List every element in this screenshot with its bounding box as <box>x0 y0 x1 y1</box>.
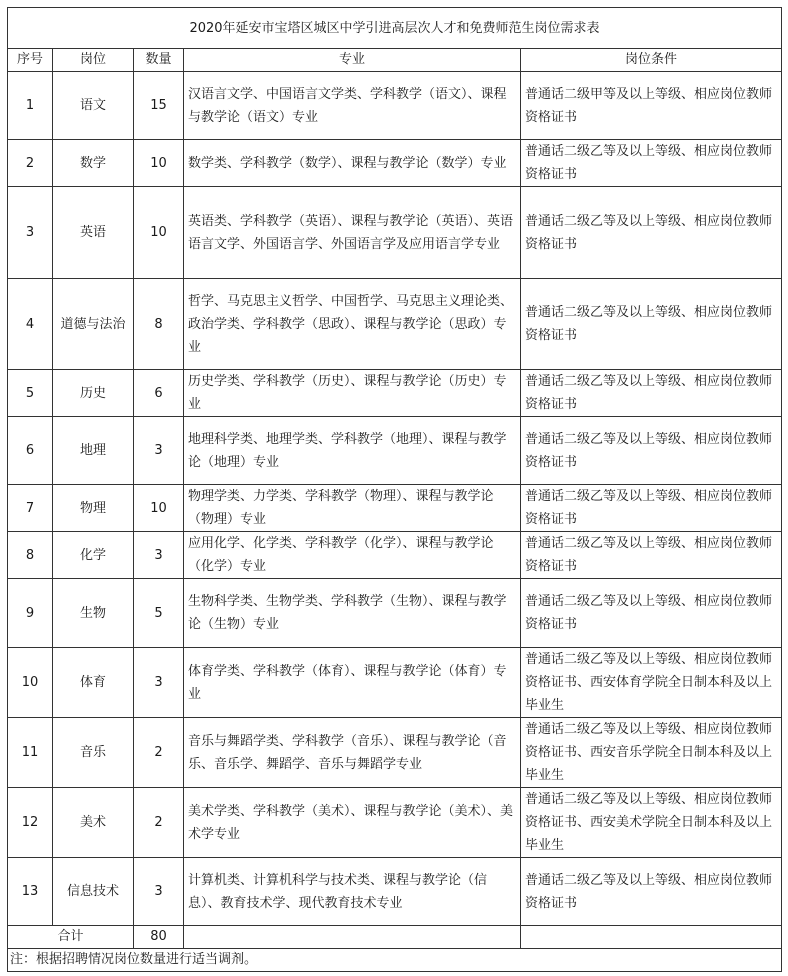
row-no: 9 <box>8 579 53 648</box>
table-row <box>8 417 782 485</box>
row-count: 10 <box>134 485 184 532</box>
row-condition: 普通话二级乙等及以上等级、相应岗位教师资格证书 <box>521 485 782 532</box>
recruitment-table <box>7 7 782 972</box>
table-title: 2020年延安市宝塔区城区中学引进高层次人才和免费师范生岗位需求表 <box>8 8 782 49</box>
row-post: 美术 <box>53 788 134 858</box>
row-count: 3 <box>134 532 184 579</box>
table-row <box>8 532 782 579</box>
row-condition: 普通话二级乙等及以上等级、相应岗位教师资格证书 <box>521 279 782 370</box>
total-label: 合计 <box>8 926 134 949</box>
row-count: 15 <box>134 72 184 140</box>
row-post: 地理 <box>53 417 134 485</box>
total-major-empty <box>184 926 521 949</box>
recruitment-table-sheet <box>7 7 781 972</box>
row-condition: 普通话二级甲等及以上等级、相应岗位教师资格证书 <box>521 72 782 140</box>
row-no: 8 <box>8 532 53 579</box>
row-no: 11 <box>8 718 53 788</box>
header-major: 专业 <box>184 49 521 72</box>
row-major: 应用化学、化学类、学科教学（化学）、课程与教学论（化学）专业 <box>184 532 521 579</box>
header-no: 序号 <box>8 49 53 72</box>
row-major: 英语类、学科教学（英语）、课程与教学论（英语）、英语语言文学、外国语言学、外国语言学及应用语言学专业 <box>184 187 521 279</box>
total-row <box>8 926 782 949</box>
row-major: 体育学类、学科教学（体育）、课程与教学论（体育）专业 <box>184 648 521 718</box>
table-row <box>8 858 782 926</box>
row-major: 物理学类、力学类、学科教学（物理）、课程与教学论（物理）专业 <box>184 485 521 532</box>
table-row <box>8 370 782 417</box>
table-row <box>8 485 782 532</box>
row-major: 计算机类、计算机科学与技术类、课程与教学论（信息）、教育技术学、现代教育技术专业 <box>184 858 521 926</box>
row-major: 美术学类、学科教学（美术）、课程与教学论（美术）、美术学专业 <box>184 788 521 858</box>
row-condition: 普通话二级乙等及以上等级、相应岗位教师资格证书 <box>521 579 782 648</box>
table-row <box>8 279 782 370</box>
row-count: 5 <box>134 579 184 648</box>
table-row <box>8 648 782 718</box>
total-condition-empty <box>521 926 782 949</box>
row-condition: 普通话二级乙等及以上等级、相应岗位教师资格证书、西安体育学院全日制本科及以上毕业生 <box>521 648 782 718</box>
row-post: 数学 <box>53 140 134 187</box>
row-count: 3 <box>134 858 184 926</box>
table-row <box>8 718 782 788</box>
row-major: 音乐与舞蹈学类、学科教学（音乐）、课程与教学论（音乐、音乐学、舞蹈学、音乐与舞蹈学专业 <box>184 718 521 788</box>
row-major: 历史学类、学科教学（历史）、课程与教学论（历史）专业 <box>184 370 521 417</box>
header-condition: 岗位条件 <box>521 49 782 72</box>
table-row <box>8 579 782 648</box>
row-major: 数学类、学科教学（数学）、课程与教学论（数学）专业 <box>184 140 521 187</box>
row-condition: 普通话二级乙等及以上等级、相应岗位教师资格证书、西安音乐学院全日制本科及以上毕业生 <box>521 718 782 788</box>
table-row <box>8 187 782 279</box>
row-count: 10 <box>134 140 184 187</box>
row-post: 生物 <box>53 579 134 648</box>
row-no: 6 <box>8 417 53 485</box>
row-post: 体育 <box>53 648 134 718</box>
row-no: 13 <box>8 858 53 926</box>
row-no: 12 <box>8 788 53 858</box>
table-note: 注：根据招聘情况岗位数量进行适当调剂。 <box>8 949 782 972</box>
row-condition: 普通话二级乙等及以上等级、相应岗位教师资格证书 <box>521 532 782 579</box>
row-post: 物理 <box>53 485 134 532</box>
row-count: 10 <box>134 187 184 279</box>
row-post: 语文 <box>53 72 134 140</box>
row-condition: 普通话二级乙等及以上等级、相应岗位教师资格证书 <box>521 417 782 485</box>
row-major: 地理科学类、地理学类、学科教学（地理）、课程与教学论（地理）专业 <box>184 417 521 485</box>
row-count: 2 <box>134 788 184 858</box>
row-post: 历史 <box>53 370 134 417</box>
row-no: 7 <box>8 485 53 532</box>
header-post: 岗位 <box>53 49 134 72</box>
table-row <box>8 140 782 187</box>
row-count: 6 <box>134 370 184 417</box>
row-post: 音乐 <box>53 718 134 788</box>
header-count: 数量 <box>134 49 184 72</box>
row-no: 2 <box>8 140 53 187</box>
row-count: 2 <box>134 718 184 788</box>
row-condition: 普通话二级乙等及以上等级、相应岗位教师资格证书、西安美术学院全日制本科及以上毕业生 <box>521 788 782 858</box>
row-count: 8 <box>134 279 184 370</box>
row-condition: 普通话二级乙等及以上等级、相应岗位教师资格证书 <box>521 858 782 926</box>
row-major: 生物科学类、生物学类、学科教学（生物）、课程与教学论（生物）专业 <box>184 579 521 648</box>
row-post: 信息技术 <box>53 858 134 926</box>
row-post: 化学 <box>53 532 134 579</box>
header-row <box>8 49 782 72</box>
row-no: 1 <box>8 72 53 140</box>
title-row <box>8 8 782 49</box>
row-no: 10 <box>8 648 53 718</box>
row-condition: 普通话二级乙等及以上等级、相应岗位教师资格证书 <box>521 370 782 417</box>
row-major: 汉语言文学、中国语言文学类、学科教学（语文）、课程与教学论（语文）专业 <box>184 72 521 140</box>
row-post: 英语 <box>53 187 134 279</box>
row-no: 3 <box>8 187 53 279</box>
row-post: 道德与法治 <box>53 279 134 370</box>
row-condition: 普通话二级乙等及以上等级、相应岗位教师资格证书 <box>521 187 782 279</box>
note-row <box>8 949 782 972</box>
table-row <box>8 788 782 858</box>
table-row <box>8 72 782 140</box>
row-no: 5 <box>8 370 53 417</box>
row-count: 3 <box>134 417 184 485</box>
total-count: 80 <box>134 926 184 949</box>
row-condition: 普通话二级乙等及以上等级、相应岗位教师资格证书 <box>521 140 782 187</box>
row-count: 3 <box>134 648 184 718</box>
row-major: 哲学、马克思主义哲学、中国哲学、马克思主义理论类、政治学类、学科教学（思政）、课程与教学论（思政）专业 <box>184 279 521 370</box>
row-no: 4 <box>8 279 53 370</box>
